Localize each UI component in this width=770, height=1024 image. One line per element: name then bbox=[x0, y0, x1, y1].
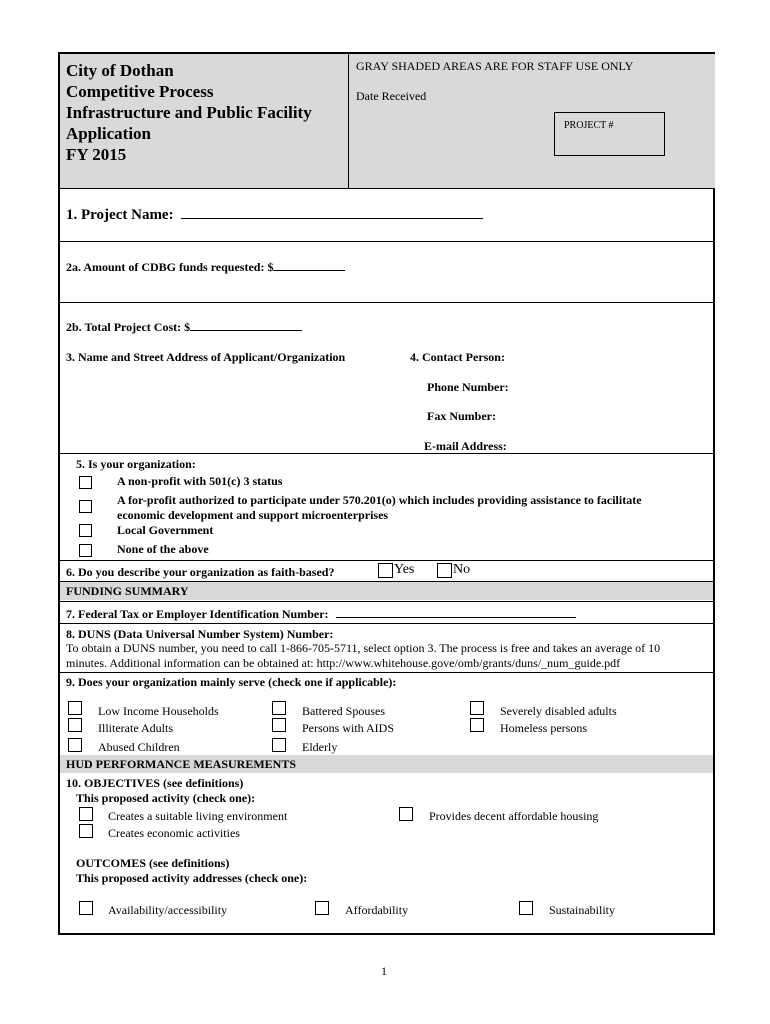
homeless-option: Homeless persons bbox=[500, 721, 587, 735]
none-above-checkbox[interactable] bbox=[79, 544, 92, 557]
cdbg-amount-field[interactable] bbox=[273, 259, 345, 271]
low-income-option: Low Income Households bbox=[98, 704, 219, 718]
disabled-adults-checkbox[interactable] bbox=[470, 701, 484, 715]
population-served-label: 9. Does your organization mainly serve (check one if applicable): bbox=[66, 675, 397, 689]
affordability-checkbox[interactable] bbox=[315, 901, 329, 915]
duns-instructions-line2: minutes. Additional information can be obtained at: http://www.whitehouse.gove/omb/grants/duns/_num_guide.pdf bbox=[66, 656, 621, 670]
suitable-living-checkbox[interactable] bbox=[79, 807, 93, 821]
homeless-checkbox[interactable] bbox=[470, 718, 484, 732]
total-cost-label: 2b. Total Project Cost: $ bbox=[66, 320, 191, 334]
local-government-checkbox[interactable] bbox=[79, 524, 92, 537]
funding-summary-band: FUNDING SUMMARY bbox=[60, 582, 713, 600]
none-above-option: None of the above bbox=[117, 542, 209, 556]
faith-based-label: 6. Do you describe your organization as faith-based? bbox=[66, 565, 335, 579]
faith-no-label: No bbox=[453, 562, 471, 577]
forprofit-option-line1: A for-profit authorized to participate under 570.201(o) which includes providing assistance to facilitate bbox=[117, 493, 642, 507]
title-line-1: City of Dothan bbox=[66, 61, 174, 80]
illiterate-adults-option: Illiterate Adults bbox=[98, 721, 173, 735]
title-line-4: Application bbox=[66, 124, 152, 143]
disabled-adults-option: Severely disabled adults bbox=[500, 704, 617, 718]
forprofit-option-line2: economic development and support microenterprises bbox=[117, 508, 389, 522]
elderly-option: Elderly bbox=[302, 740, 338, 754]
title-line-2: Competitive Process bbox=[66, 82, 214, 101]
page-number: 1 bbox=[381, 964, 387, 978]
application-form bbox=[58, 52, 715, 935]
title-line-5: FY 2015 bbox=[66, 145, 127, 164]
nonprofit-option: A non-profit with 501(c) 3 status bbox=[117, 474, 283, 488]
faith-yes-label: Yes bbox=[394, 562, 415, 577]
nonprofit-checkbox[interactable] bbox=[79, 476, 92, 489]
faith-no-checkbox[interactable] bbox=[437, 563, 452, 578]
tax-id-label: 7. Federal Tax or Employer Identification Number: bbox=[66, 607, 329, 621]
duns-instructions-line1: To obtain a DUNS number, you need to call 1-866-705-5711, select option 3. The process is free and takes an average of 10 bbox=[66, 641, 661, 655]
cdbg-amount-label: 2a. Amount of CDBG funds requested: $ bbox=[66, 260, 274, 274]
phone-number-label: Phone Number: bbox=[427, 380, 509, 394]
duns-label: 8. DUNS (Data Universal Number System) Number: bbox=[66, 627, 334, 641]
battered-spouses-checkbox[interactable] bbox=[272, 701, 286, 715]
project-number-label: PROJECT # bbox=[564, 120, 614, 131]
hud-measurements-band: HUD PERFORMANCE MEASUREMENTS bbox=[60, 755, 713, 773]
title-line-3: Infrastructure and Public Facility bbox=[66, 103, 312, 122]
availability-option: Availability/accessibility bbox=[108, 903, 228, 917]
illiterate-adults-checkbox[interactable] bbox=[68, 718, 82, 732]
project-number-box[interactable] bbox=[554, 112, 665, 156]
affordable-housing-checkbox[interactable] bbox=[399, 807, 413, 821]
outcomes-label: OUTCOMES (see definitions) bbox=[76, 856, 230, 870]
date-received-label: Date Received bbox=[356, 89, 427, 103]
email-address-label: E-mail Address: bbox=[424, 439, 507, 453]
tax-id-field[interactable] bbox=[336, 606, 576, 618]
objectives-label: 10. OBJECTIVES (see definitions) bbox=[66, 776, 244, 790]
sustainability-option: Sustainability bbox=[549, 903, 615, 917]
project-name-row bbox=[66, 204, 483, 224]
economic-activities-option: Creates economic activities bbox=[108, 826, 240, 840]
sustainability-checkbox[interactable] bbox=[519, 901, 533, 915]
affordability-option: Affordability bbox=[345, 903, 409, 917]
project-name-label: 1. Project Name: bbox=[66, 207, 174, 223]
suitable-living-option: Creates a suitable living environment bbox=[108, 809, 288, 823]
applicant-address-label: 3. Name and Street Address of Applicant/Organization bbox=[66, 350, 346, 364]
abused-children-checkbox[interactable] bbox=[68, 738, 82, 752]
header-divider bbox=[348, 54, 349, 188]
form-title bbox=[66, 60, 312, 165]
battered-spouses-option: Battered Spouses bbox=[302, 704, 385, 718]
local-government-option: Local Government bbox=[117, 523, 214, 537]
outcomes-sub: This proposed activity addresses (check one): bbox=[76, 871, 308, 885]
persons-aids-option: Persons with AIDS bbox=[302, 721, 395, 735]
faith-yes-checkbox[interactable] bbox=[378, 563, 393, 578]
project-name-field[interactable] bbox=[181, 204, 483, 219]
affordable-housing-option: Provides decent affordable housing bbox=[429, 809, 599, 823]
tax-id-row bbox=[66, 606, 576, 622]
contact-person-label: 4. Contact Person: bbox=[410, 350, 505, 364]
availability-checkbox[interactable] bbox=[79, 901, 93, 915]
economic-activities-checkbox[interactable] bbox=[79, 824, 93, 838]
cdbg-amount-row bbox=[66, 259, 345, 275]
fax-number-label: Fax Number: bbox=[427, 409, 496, 423]
total-cost-field[interactable] bbox=[190, 319, 302, 331]
organization-type-label: 5. Is your organization: bbox=[76, 457, 196, 471]
objectives-sub: This proposed activity (check one): bbox=[76, 791, 256, 805]
elderly-checkbox[interactable] bbox=[272, 738, 286, 752]
staff-note: GRAY SHADED AREAS ARE FOR STAFF USE ONLY bbox=[356, 59, 634, 73]
forprofit-checkbox[interactable] bbox=[79, 500, 92, 513]
low-income-checkbox[interactable] bbox=[68, 701, 82, 715]
abused-children-option: Abused Children bbox=[98, 740, 180, 754]
total-cost-row bbox=[66, 319, 302, 335]
persons-aids-checkbox[interactable] bbox=[272, 718, 286, 732]
